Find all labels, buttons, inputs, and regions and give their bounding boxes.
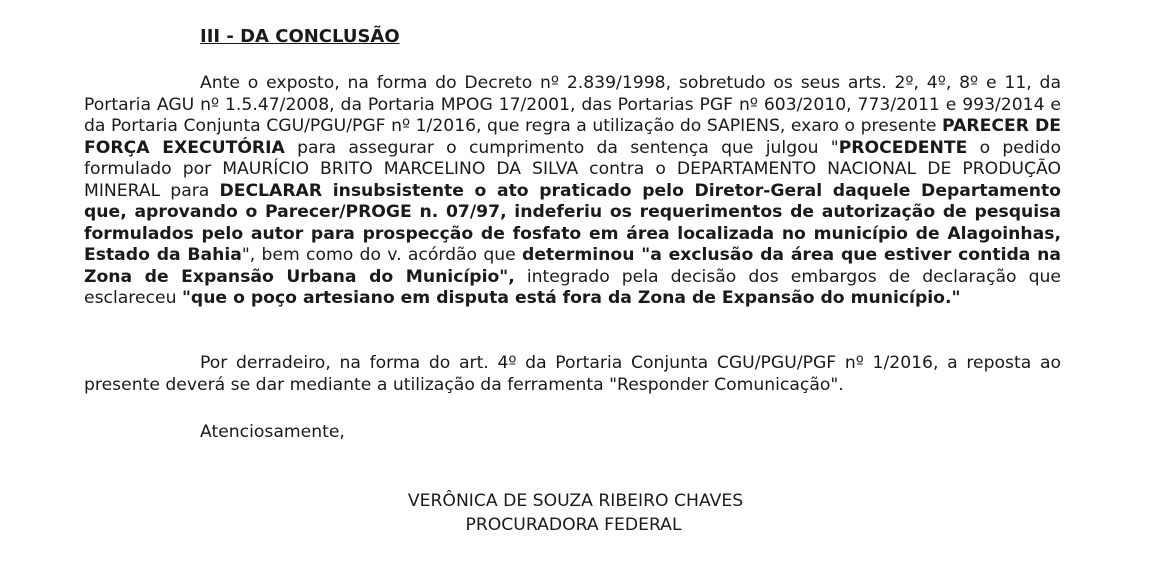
paragraph-text: ", bem como do v. acórdão que xyxy=(241,245,523,265)
paragraph-emphasis: determinou "a exclusão da área que estiver contida na Zona de Expansão Urbana do Município", xyxy=(84,245,1062,287)
paragraph-text: o pedido formulado por MAURÍCIO BRITO MARCELINO DA SILVA contra o DEPARTAMENTO NACIONAL DE PRODUÇÃO MINERAL para xyxy=(84,137,1061,201)
paragraph-text: integrado pela decisão dos embargos de declaração que esclareceu xyxy=(84,266,1061,308)
signer-name: VERÔNICA DE SOUZA RIBEIRO CHAVES xyxy=(407,491,744,511)
paragraph-emphasis: PROCEDENTE xyxy=(838,137,968,158)
paragraph-text: para assegurar o cumprimento da sentença que julgou " xyxy=(284,137,839,158)
closing-salutation: Atenciosamente, xyxy=(200,422,345,442)
section-heading: III - DA CONCLUSÃO xyxy=(200,26,400,47)
conclusion-paragraph xyxy=(84,73,1061,310)
paragraph-emphasis: DECLARAR insubsistente o ato praticado pelo Diretor-Geral daquele Departamento que, aprovando o Parecer/PROGE n. 07/97, indeferiu os requerimentos de autorização de pesquisa formulados pelo autor para prospecção de fosfato em área localizada no município de Alagoinhas, Estado da Bahia xyxy=(84,180,1061,265)
paragraph-text: Ante o exposto, na forma do Decreto nº 2.839/1998, sobretudo os seus arts. 2º, 4º, 8º e 11, da Portaria AGU nº 1.5.47/2008, da Portaria MPOG 17/2001, das Portarias PGF nº 603/2010, 773/2011 e 993/2014 e da Portaria Conjunta CGU/PGU/PGF nº 1/2016, que regra a utilização do SAPIENS, exaro o presente xyxy=(84,73,1061,136)
signer-role: PROCURADORA FEDERAL xyxy=(465,515,682,535)
paragraph-emphasis: "que o poço artesiano em disputa está fora da Zona de Expansão do município." xyxy=(181,288,961,308)
final-paragraph: Por derradeiro, na forma do art. 4º da Portaria Conjunta CGU/PGU/PGF nº 1/2016, a reposta ao presente deverá se dar mediante a utilização da ferramenta "Responder Comunicação". xyxy=(84,353,1061,395)
paragraph-emphasis: PARECER DE FORÇA EXECUTÓRIA xyxy=(84,116,1061,158)
